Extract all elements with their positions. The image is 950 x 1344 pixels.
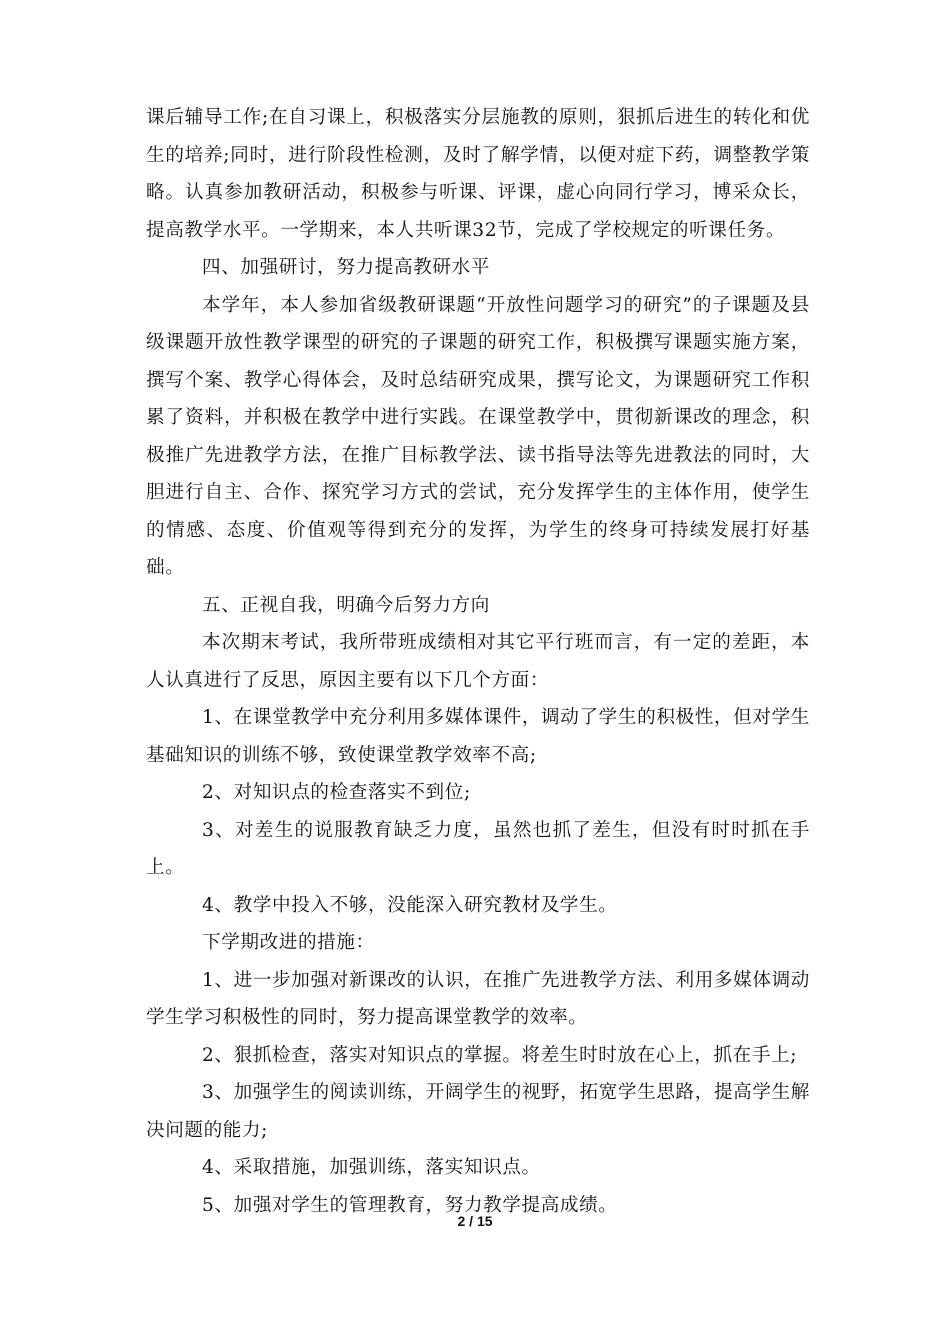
measure-item-2: 2、狠抓检查，落实对知识点的掌握。将差生时时放在心上，抓在手上; bbox=[202, 1044, 798, 1066]
measure-item-1: 1、进一步加强对新课改的认识，在推广先进教学方法、利用多媒体调动学生学习积极性的同时，努力提高课堂教学的效率。 bbox=[146, 969, 810, 1028]
document-body bbox=[146, 99, 810, 1224]
measure-item-5: 5、加强对学生的管理教育，努力教学提高成绩。 bbox=[202, 1194, 618, 1216]
paragraph-1: 课后辅导工作;在自习课上，积极落实分层施教的原则，狠抓后进生的转化和优生的培养;同时，进行阶段性检测，及时了解学情，以便对症下药，调整教学策略。认真参加教研活动，积极参与听课、评课，虚心向同行学习，博采众长，提高教学水平。一学期来，本人共听课32节，完成了学校规定的听课任务。 bbox=[146, 107, 810, 241]
section-heading-5: 五、正视自我，明确今后努力方向 bbox=[202, 594, 490, 616]
measures-heading: 下学期改进的措施： bbox=[202, 932, 375, 953]
reason-item-4: 4、教学中投入不够，没能深入研究教材及学生。 bbox=[202, 894, 618, 916]
measure-item-3: 3、加强学生的阅读训练，开阔学生的视野，拓宽学生思路，提高学生解决问题的能力; bbox=[146, 1082, 810, 1141]
page-number: 2 / 15 bbox=[457, 1213, 493, 1229]
reason-item-2: 2、对知识点的检查落实不到位; bbox=[202, 782, 471, 803]
section-heading-4: 四、加强研讨，努力提高教研水平 bbox=[202, 257, 490, 278]
reason-item-3: 3、对差生的说服教育缺乏力度，虽然也抓了差生，但没有时时抓在手上。 bbox=[146, 819, 810, 878]
reason-item-1: 1、在课堂教学中充分利用多媒体课件，调动了学生的积极性，但对学生基础知识的训练不够，致使课堂教学效率不高; bbox=[146, 707, 810, 766]
paragraph-2: 本学年，本人参加省级教研课题“开放性问题学习的研究”的子课题及县级课题开放性教学课型的研究的子课题的研究工作，积极撰写课题实施方案，撰写个案、教学心得体会，及时总结研究成果，撰写论文，为课题研究工作积累了资料，并积极在教学中进行实践。在课堂教学中，贯彻新课改的理念，积极推广先进教学方法，在推广目标教学法、读书指导法等先进教法的同时，大胆进行自主、合作、探究学习方式的尝试，充分发挥学生的主体作用，使学生的情感、态度、价值观等得到充分的发挥，为学生的终身可持续发展打好基础。 bbox=[146, 294, 810, 578]
measure-item-4: 4、采取措施，加强训练，落实知识点。 bbox=[202, 1157, 541, 1178]
paragraph-3: 本次期末考试，我所带班成绩相对其它平行班而言，有一定的差距，本人认真进行了反思，原因主要有以下几个方面： bbox=[146, 632, 810, 691]
